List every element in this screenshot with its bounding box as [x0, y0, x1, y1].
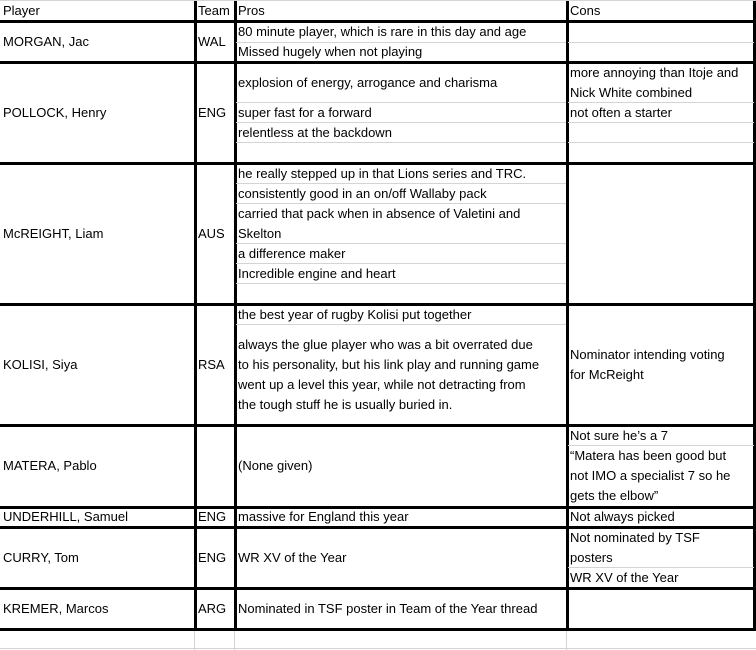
- player-name: POLLOCK, Henry: [3, 105, 107, 120]
- grid-line: [568, 142, 754, 143]
- pro-item: 80 minute player, which is rare in this day and age: [238, 24, 527, 39]
- con-item: Nick White combined: [570, 85, 693, 100]
- con-item: not often a starter: [570, 105, 672, 120]
- con-item: Not nominated by TSF: [570, 530, 700, 545]
- col-border-team: [234, 0, 237, 630]
- header-pros: Pros: [238, 3, 265, 18]
- grid-line: [234, 630, 235, 650]
- player-team: AUS: [198, 226, 225, 241]
- pro-item: massive for England this year: [238, 509, 409, 524]
- col-border-player: [194, 0, 197, 630]
- pro-item: (None given): [238, 458, 313, 473]
- grid-line: [566, 630, 567, 650]
- pro-item: went up a level this year, while not detracting from: [238, 377, 526, 392]
- row-border: [0, 628, 756, 631]
- header-cons: Cons: [570, 3, 601, 18]
- player-team: ENG: [198, 105, 227, 120]
- con-item: Not sure he’s a 7: [570, 428, 669, 443]
- player-name: CURRY, Tom: [3, 550, 79, 565]
- header-player: Player: [3, 3, 40, 18]
- col-border-pros: [566, 0, 569, 630]
- player-team: WAL: [198, 34, 226, 49]
- con-item: more annoying than Itoje and: [570, 65, 739, 80]
- con-item: Nominator intending voting: [570, 347, 725, 362]
- player-team: RSA: [198, 357, 225, 372]
- con-item: “Matera has been good but: [570, 448, 727, 463]
- con-item: gets the elbow”: [570, 488, 659, 503]
- pro-item: Nominated in TSF poster in Team of the Year thread: [238, 601, 538, 616]
- pro-item: consistently good in an on/off Wallaby pack: [238, 186, 487, 201]
- player-team: ARG: [198, 601, 227, 616]
- pro-item: the best year of rugby Kolisi put together: [238, 307, 472, 322]
- con-item: posters: [570, 550, 613, 565]
- con-item: Not always picked: [570, 509, 675, 524]
- pro-item: explosion of energy, arrogance and charisma: [238, 75, 498, 90]
- player-name: KOLISI, Siya: [3, 357, 78, 372]
- grid-line: [0, 648, 756, 649]
- player-name: McREIGHT, Liam: [3, 226, 104, 241]
- pro-item: carried that pack when in absence of Valetini and: [238, 206, 521, 221]
- pro-item: Skelton: [238, 226, 282, 241]
- pro-item: to his personality, but his link play and running game: [238, 357, 540, 372]
- player-name: MATERA, Pablo: [3, 458, 97, 473]
- pro-item: always the glue player who was a bit overrated due: [238, 337, 533, 352]
- grid-line: [194, 630, 195, 650]
- player-name: UNDERHILL, Samuel: [3, 509, 128, 524]
- pro-item: Incredible engine and heart: [238, 266, 396, 281]
- pro-item: Missed hugely when not playing: [238, 44, 423, 59]
- player-team: ENG: [198, 550, 227, 565]
- player-team: ENG: [198, 509, 227, 524]
- player-name: KREMER, Marcos: [3, 601, 109, 616]
- pro-item: relentless at the backdown: [238, 125, 392, 140]
- header-team: Team: [198, 3, 230, 18]
- player-name: MORGAN, Jac: [3, 34, 89, 49]
- con-item: WR XV of the Year: [570, 570, 679, 585]
- pro-item: the tough stuff he is usually buried in.: [238, 397, 453, 412]
- pro-item: super fast for a forward: [238, 105, 372, 120]
- grid-line: [568, 42, 754, 43]
- pro-item: a difference maker: [238, 246, 346, 261]
- con-item: not IMO a specialist 7 so he: [570, 468, 731, 483]
- con-item: for McReight: [570, 367, 644, 382]
- pro-item: he really stepped up in that Lions series and TRC.: [238, 166, 527, 181]
- pro-item: WR XV of the Year: [238, 550, 347, 565]
- grid-line: [0, 0, 756, 1]
